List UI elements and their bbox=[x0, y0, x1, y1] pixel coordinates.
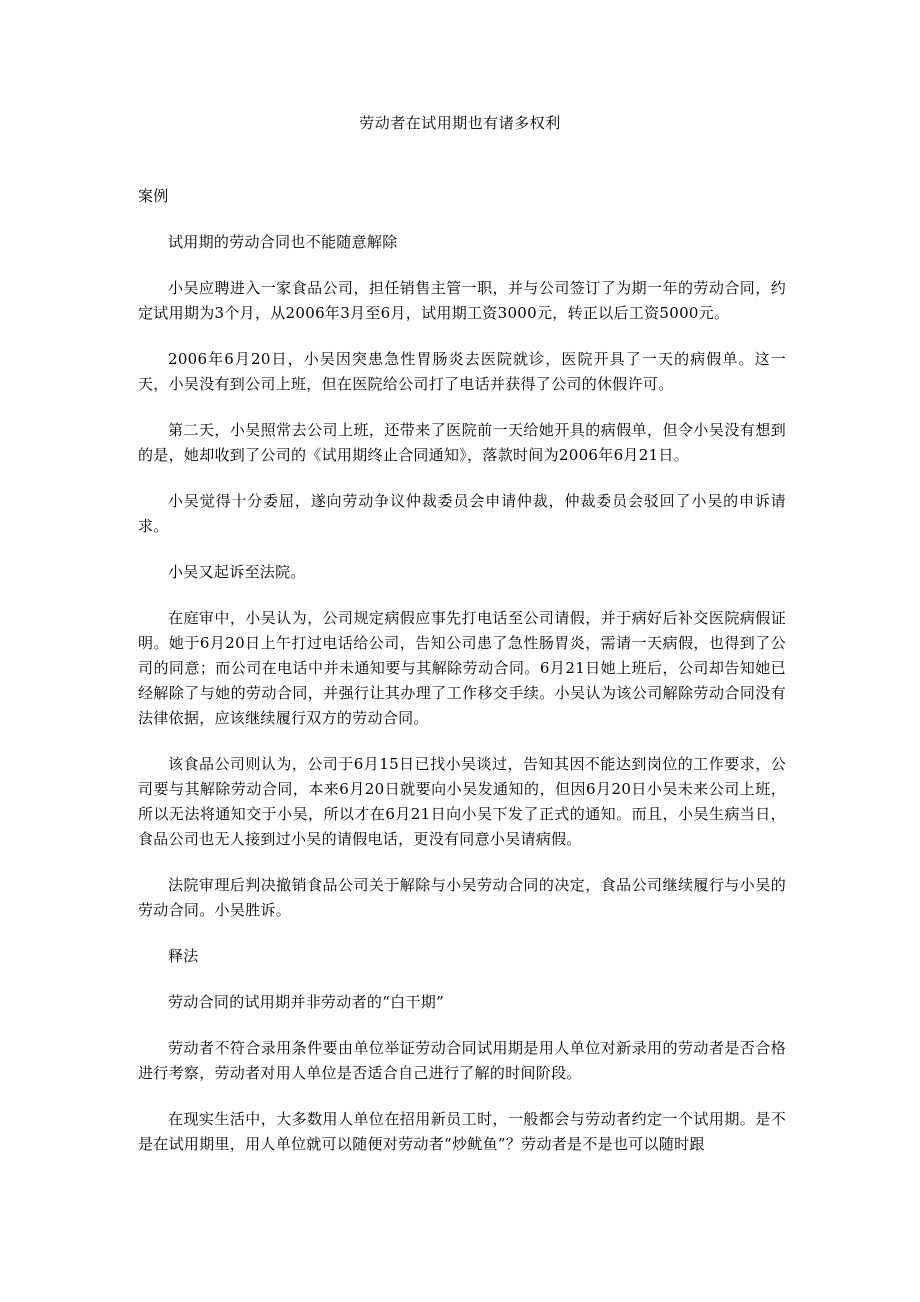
paragraph-section-heading-explanation: 释法 bbox=[168, 947, 199, 965]
paragraph: 法院审理后判决撤销食品公司关于解除与小吴劳动合同的决定，食品公司继续履行与小吴的劳动合同。小吴胜诉。 bbox=[138, 876, 786, 919]
paragraph-subheading: 试用期的劳动合同也不能随意解除 bbox=[168, 233, 398, 251]
paragraph: 在庭审中，小吴认为，公司规定病假应事先打电话至公司请假，并于病好后补交医院病假证明。她于6月20日上午打过电话给公司，告知公司患了急性肠胃炎，需请一天病假，也得到了公司的同意；而公司在电话中并未通知要与其解除劳动合同。6月21日她上班后，公司却告知她已经解除了与她的劳动合同，并强行让其办理了工作移交手续。小吴认为该公司解除劳动合同没有法律依据，应该继续履行双方的劳动合同。 bbox=[138, 609, 786, 727]
paragraph: 小吴觉得十分委屈，遂向劳动争议仲裁委员会申请仲裁，仲裁委员会驳回了小吴的申诉请求。 bbox=[138, 492, 786, 535]
document-title: 劳动者在试用期也有诸多权利 bbox=[359, 114, 561, 132]
paragraph: 第二天，小吴照常去公司上班，还带来了医院前一天给她开具的病假单，但令小吴没有想到的是，她却收到了公司的《试用期终止合同通知》，落款时间为2006年6月21日。 bbox=[138, 421, 786, 464]
paragraph: 2006年6月20日，小吴因突患急性胃肠炎去医院就诊，医院开具了一天的病假单。这一天，小吴没有到公司上班，但在医院给公司打了电话并获得了公司的休假许可。 bbox=[138, 350, 786, 393]
paragraph: 小吴应聘进入一家食品公司，担任销售主管一职，并与公司签订了为期一年的劳动合同，约定试用期为3个月，从2006年3月至6月，试用期工资3000元，转正以后工资5000元。 bbox=[138, 279, 786, 322]
paragraph: 劳动者不符合录用条件要由单位举证劳动合同试用期是用人单位对新录用的劳动者是否合格进行考察，劳动者对用人单位是否适合自己进行了解的时间阶段。 bbox=[138, 1039, 786, 1082]
paragraph: 该食品公司则认为，公司于6月15日已找小吴谈过，告知其因不能达到岗位的工作要求，公司要与其解除劳动合同，本来6月20日就要向小吴发通知的，但因6月20日小吴未来公司上班，所以无法将通知交于小吴，所以才在6月21日向小吴下发了正式的通知。而且，小吴生病当日，食品公司也无人接到过小吴的请假电话，更没有同意小吴请病假。 bbox=[138, 755, 786, 848]
paragraph: 小吴又起诉至法院。 bbox=[168, 563, 306, 581]
paragraph-section-heading-case: 案例 bbox=[138, 187, 169, 205]
paragraph-subheading: 劳动合同的试用期并非劳动者的“白干期” bbox=[168, 993, 445, 1011]
document-body bbox=[138, 184, 786, 1178]
paragraph: 在现实生活中，大多数用人单位在招用新员工时，一般都会与劳动者约定一个试用期。是不是在试用期里，用人单位就可以随便对劳动者“炒鱿鱼”？劳动者是不是也可以随时跟 bbox=[138, 1110, 786, 1153]
